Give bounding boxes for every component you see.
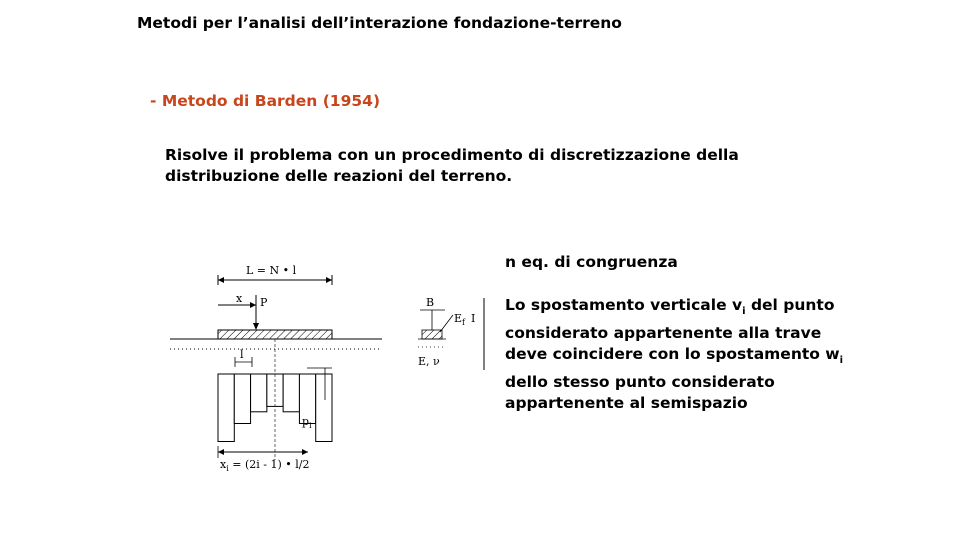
reaction-bar [316, 374, 332, 442]
label-xi: $x_i = (2i - 1)$ • l/2 [220, 458, 310, 473]
reaction-bar [234, 374, 250, 424]
label-Enu: E, ν [418, 355, 440, 368]
reaction-bar [218, 374, 234, 442]
equation-description: Lo spostamento verticale $v_i$ del punto considerato appartenente alla trave deve coincidere con lo spostamento $w_i$ dello stesso punto considerato appartenente al semispazio [505, 296, 844, 413]
label-x: x [236, 292, 243, 305]
method-subtitle: - Metodo di Barden (1954) [150, 92, 381, 110]
label-B: B [426, 296, 435, 309]
reaction-bar [251, 374, 267, 412]
slide-title: Metodi per l’analisi dell’interazione fondazione-terreno [137, 14, 622, 32]
label-EI: $E_f$ I [454, 312, 476, 327]
figure-barden [160, 250, 490, 484]
label-length: L = N • l [246, 264, 297, 277]
label-pi: $p_i$ [302, 415, 312, 430]
equation-label: n eq. di congruenza [505, 253, 678, 271]
beam [218, 330, 332, 339]
label-l: l [240, 348, 244, 361]
figure-svg [160, 250, 490, 480]
reaction-bar [283, 374, 299, 412]
label-P: P [260, 296, 268, 309]
intro-paragraph: Risolve il problema con un procedimento di discretizzazione della distribuzione delle reazioni del terreno. [165, 146, 739, 185]
